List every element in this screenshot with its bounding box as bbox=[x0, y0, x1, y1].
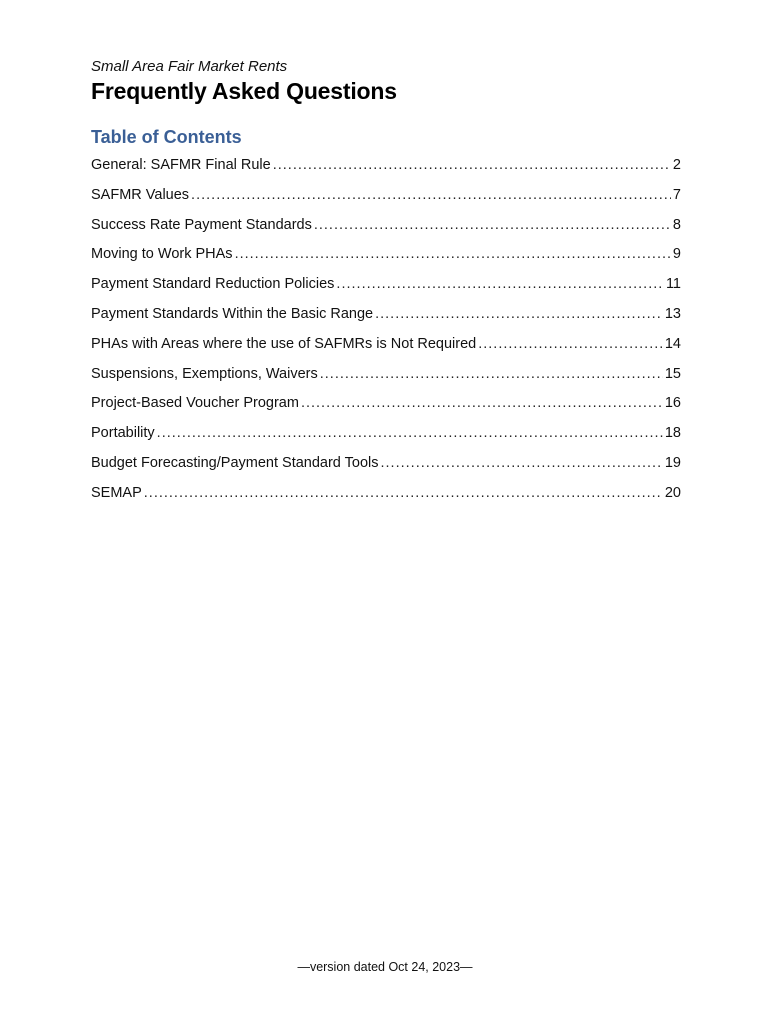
toc-dot-leader bbox=[235, 246, 671, 262]
toc-dot-leader bbox=[336, 276, 664, 292]
toc-entry-label: Project-Based Voucher Program bbox=[91, 395, 299, 412]
toc-dot-leader bbox=[301, 395, 663, 411]
toc-entry-page: 15 bbox=[664, 365, 681, 382]
toc-dot-leader bbox=[320, 366, 663, 382]
toc-entry-label: Payment Standard Reduction Policies bbox=[91, 276, 335, 293]
toc-entry-label: Success Rate Payment Standards bbox=[91, 216, 312, 233]
toc-entry-page: 20 bbox=[664, 484, 681, 501]
toc-entry-label: General: SAFMR Final Rule bbox=[91, 157, 271, 173]
toc-dot-leader bbox=[381, 455, 663, 471]
toc-entry-label: Budget Forecasting/Payment Standard Tools bbox=[91, 454, 379, 471]
toc-entry-portability[interactable] bbox=[91, 425, 681, 455]
toc-entry-label: Payment Standards Within the Basic Range bbox=[91, 305, 374, 322]
document-subtitle: Small Area Fair Market Rents bbox=[91, 58, 288, 75]
toc-entry-page: 16 bbox=[664, 395, 681, 412]
toc-dot-leader bbox=[144, 485, 663, 501]
toc-entry-page: 19 bbox=[664, 454, 681, 471]
toc-entry-payment-standard-reduction-policies[interactable] bbox=[91, 276, 681, 306]
toc-entry-budget-forecasting-tools[interactable] bbox=[91, 455, 681, 485]
toc-entry-payment-standards-within-basic-range[interactable] bbox=[91, 306, 681, 336]
version-footer: —version dated Oct 24, 2023— bbox=[297, 960, 473, 974]
toc-entry-label: Suspensions, Exemptions, Waivers bbox=[91, 365, 318, 382]
toc-entry-page: 14 bbox=[664, 335, 681, 352]
toc-entry-label: PHAs with Areas where the use of SAFMRs is Not Required bbox=[91, 335, 477, 352]
toc-dot-leader bbox=[273, 157, 671, 173]
toc-entry-label: SEMAP bbox=[91, 484, 142, 501]
toc-dot-leader bbox=[478, 336, 663, 352]
toc-dot-leader bbox=[157, 425, 663, 441]
table-of-contents bbox=[91, 157, 681, 515]
toc-entry-general-safmr-final-rule[interactable] bbox=[91, 157, 681, 187]
toc-entry-page: 9 bbox=[672, 246, 681, 263]
toc-entry-page: 7 bbox=[672, 186, 681, 203]
toc-entry-page: 2 bbox=[672, 157, 681, 173]
toc-entry-page: 11 bbox=[665, 276, 681, 293]
toc-entry-moving-to-work-phas[interactable] bbox=[91, 246, 681, 276]
toc-entry-success-rate-payment-standards[interactable] bbox=[91, 217, 681, 247]
toc-entry-project-based-voucher-program[interactable] bbox=[91, 395, 681, 425]
toc-entry-phas-safmrs-not-required[interactable] bbox=[91, 336, 681, 366]
toc-entry-page: 18 bbox=[664, 425, 681, 442]
toc-dot-leader bbox=[314, 217, 671, 233]
toc-entry-page: 8 bbox=[672, 216, 681, 233]
toc-dot-leader bbox=[375, 306, 663, 322]
toc-heading: Table of Contents bbox=[91, 127, 242, 147]
toc-entry-suspensions-exemptions-waivers[interactable] bbox=[91, 366, 681, 396]
toc-entry-semap[interactable] bbox=[91, 485, 681, 515]
toc-entry-label: Moving to Work PHAs bbox=[91, 246, 233, 263]
document-title: Frequently Asked Questions bbox=[91, 78, 397, 104]
toc-entry-label: SAFMR Values bbox=[91, 186, 190, 203]
toc-dot-leader bbox=[191, 187, 671, 203]
toc-entry-label: Portability bbox=[91, 425, 155, 442]
toc-entry-page: 13 bbox=[664, 305, 681, 322]
toc-entry-safmr-values[interactable] bbox=[91, 187, 681, 217]
